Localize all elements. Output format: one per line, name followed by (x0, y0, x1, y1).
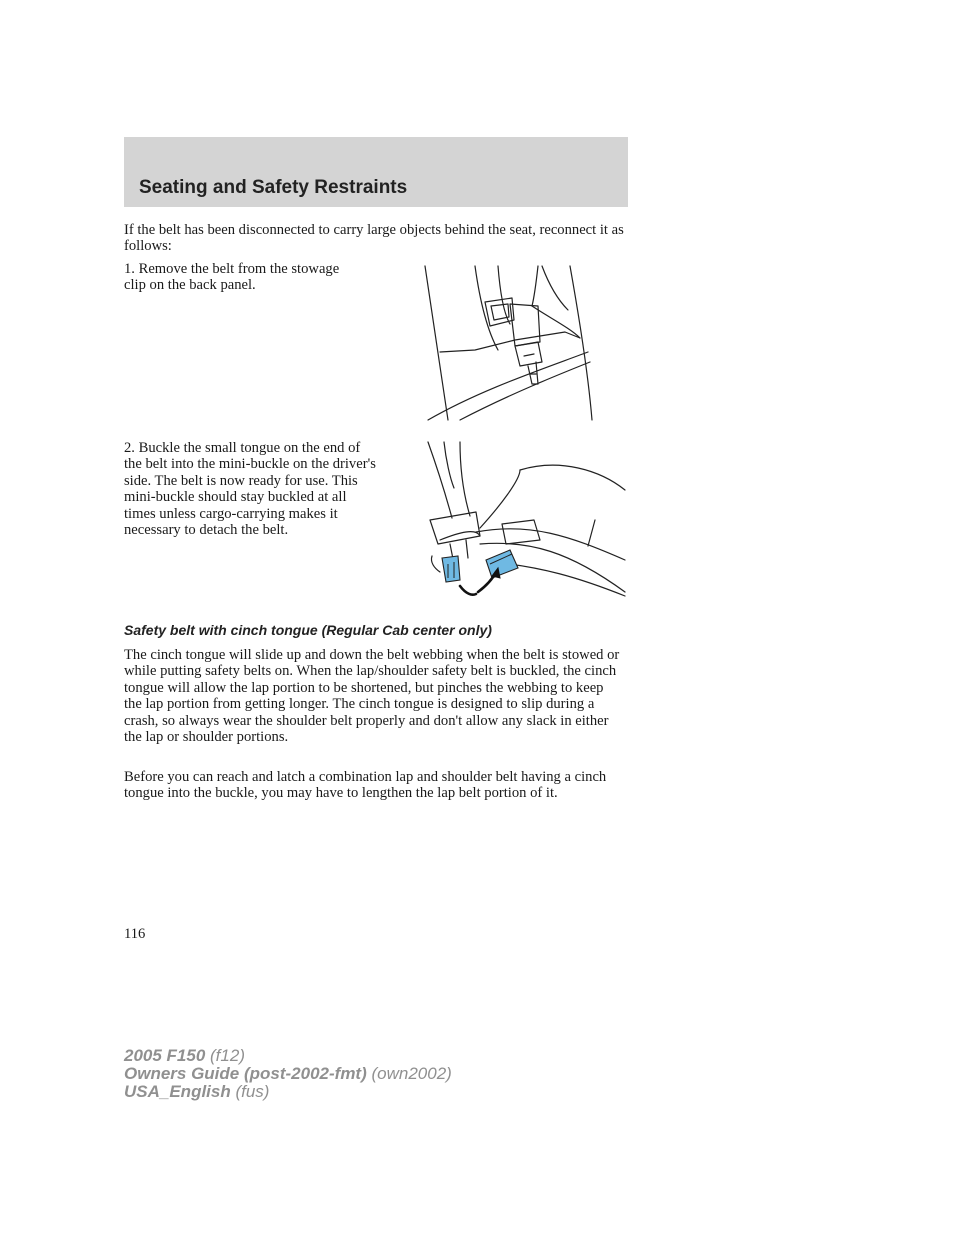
step-2-text: 2. Buckle the small tongue on the end of the belt into the mini-buckle on the driver's side. The belt is now ready for use. This mini-buckle should stay buckled at all times unless cargo-carrying makes it necessary to detach the belt. (124, 440, 376, 539)
footer-guide: Owners Guide (post-2002-fmt) (124, 1064, 367, 1083)
footer-language: USA_English (124, 1082, 231, 1101)
footer-line-language (124, 1083, 452, 1101)
stowage-clip-illustration (420, 262, 630, 424)
cinch-tongue-paragraph-1: The cinch tongue will slide up and down the belt webbing when the belt is stowed or while putting safety belts on. When the lap/shoulder safety belt is buckled, the cinch tongue will allow the lap portion to be shortened, but pinches the webbing to keep the lap portion from getting longer. The cinch tongue is designed to slip during a crash, so always wear the shoulder belt properly and don't allow any slack in either the lap or shoulder portions. (124, 647, 620, 746)
page-number: 116 (124, 926, 146, 942)
footer-language-code: (fus) (230, 1082, 270, 1101)
intro-paragraph: If the belt has been disconnected to carry large objects behind the seat, reconnect it as follows: (124, 222, 624, 255)
footer-guide-code: (own2002) (366, 1064, 452, 1083)
mini-buckle-illustration (420, 440, 630, 600)
document-footer (124, 1047, 452, 1101)
step-1-text: 1. Remove the belt from the stowage clip on the back panel. (124, 261, 340, 294)
cinch-tongue-paragraph-2: Before you can reach and latch a combination lap and shoulder belt having a cinch tongue into the buckle, you may have to lengthen the lap belt portion of it. (124, 769, 607, 802)
cinch-tongue-subheading: Safety belt with cinch tongue (Regular Cab center only) (124, 622, 492, 638)
footer-line-guide (124, 1065, 452, 1083)
footer-model: 2005 F150 (124, 1046, 206, 1065)
section-title: Seating and Safety Restraints (139, 177, 408, 198)
footer-line-model (124, 1047, 452, 1065)
footer-model-code: (f12) (205, 1046, 245, 1065)
